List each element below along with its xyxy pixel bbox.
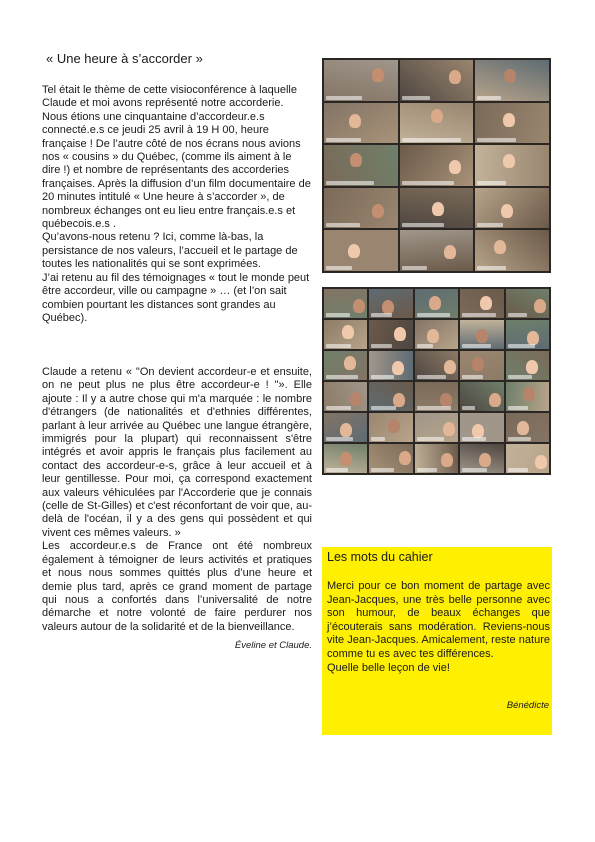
participant-name-label — [477, 266, 506, 270]
participant-face — [372, 68, 384, 82]
participant-name-label — [508, 375, 533, 379]
cahier-signature: Bénédicte — [506, 700, 549, 711]
participant-face — [501, 204, 513, 218]
participant-face — [429, 296, 441, 310]
participant-name-label — [417, 468, 438, 472]
participant-face — [444, 245, 456, 259]
intro-paragraph-1: Tel était le thème de cette visioconférence à laquelle Claude et moi avons représenté notre accorderie. Nous étions une cinquantaine d’accordeur.e.s connecté.e.s ce jeudi 25 avril à 19 H 00, heure française ! De l’autre côté de nos écrans nous avions nos « cousins » du Québec, (comme ils aiment à le dire !) et nombre de représentants des accorderies françaises. Après la diffusion d’un film documentaire de 20 minutes intitulé « Une heure à s’accorder », de nombreux échanges ont eu lieu entre français.e.s et québecois.e.s . — [42, 84, 311, 231]
participant-face — [527, 331, 539, 345]
video-grid-2 — [324, 289, 549, 473]
participant-face — [353, 299, 365, 313]
participant-tile — [415, 289, 458, 318]
participant-tile — [369, 444, 412, 473]
participant-name-label — [371, 406, 396, 410]
participant-tile — [506, 351, 549, 380]
participant-tile — [460, 444, 503, 473]
participant-name-label — [417, 406, 451, 410]
participant-face — [489, 393, 501, 407]
participant-tile — [324, 188, 398, 229]
participant-name-label — [402, 223, 444, 227]
participant-tile — [324, 103, 398, 144]
participant-name-label — [371, 468, 393, 472]
article-intro — [42, 84, 312, 325]
participant-tile — [324, 60, 398, 101]
participant-name-label — [326, 96, 362, 100]
participant-tile — [369, 289, 412, 318]
participant-tile — [369, 351, 412, 380]
participant-face — [372, 204, 384, 218]
participant-tile — [324, 230, 398, 271]
participant-tile — [400, 230, 474, 271]
participant-face — [517, 421, 529, 435]
participant-face — [340, 452, 352, 466]
participant-name-label — [477, 181, 505, 185]
participant-face — [427, 329, 439, 343]
participant-face — [479, 453, 491, 467]
participant-face — [348, 244, 360, 258]
article-title: « Une heure à s’accorder » — [46, 51, 203, 66]
participant-tile — [324, 289, 367, 318]
cahier-paragraph: Merci pour ce bon moment de partage avec Jean-Jacques, une très belle personne avec son humour, de beaux échanges que j’écouterais sans modération. Reviens-nous vite Jean-Jacques. Amicalement, reste nature comme tu es avec tes différences. — [327, 580, 550, 660]
participant-name-label — [326, 181, 374, 185]
participant-name-label — [462, 313, 496, 317]
participant-tile — [506, 289, 549, 318]
participant-face — [523, 387, 535, 401]
participant-name-label — [417, 344, 433, 348]
participant-face — [382, 300, 394, 314]
participant-tile — [475, 145, 549, 186]
participant-tile — [460, 320, 503, 349]
participant-tile — [460, 382, 503, 411]
participant-face — [535, 455, 547, 469]
participant-name-label — [326, 344, 351, 348]
participant-tile — [400, 103, 474, 144]
participant-name-label — [326, 313, 350, 317]
participant-name-label — [371, 344, 392, 348]
closing-paragraph: Les accordeur.e.s de France ont été nombreux également à témoigner de leurs activités et pratiques et nous nous sommes quittés plus d’une heure et demie plus tard, après ce grand moment de partage qui nous a confortés dans l’universalité de notre démarche et notre volonté de faire perdurer nos valeurs autour de la solidarité et de la bienveillance. — [42, 540, 312, 633]
participant-name-label — [508, 344, 535, 348]
participant-tile — [506, 382, 549, 411]
participant-name-label — [402, 266, 428, 270]
participant-tile — [506, 320, 549, 349]
cahier-text — [327, 580, 550, 675]
participant-face — [526, 360, 538, 374]
participant-tile — [415, 444, 458, 473]
participant-tile — [460, 413, 503, 442]
participant-face — [340, 423, 352, 437]
article-body — [42, 366, 312, 653]
participant-name-label — [326, 406, 351, 410]
participant-face — [503, 154, 515, 168]
participant-name-label — [462, 406, 475, 410]
participant-name-label — [402, 181, 454, 185]
participant-name-label — [508, 406, 528, 410]
participant-name-label — [508, 468, 528, 472]
participant-name-label — [326, 437, 353, 441]
participant-face — [503, 113, 515, 127]
visioconference-photo-1 — [322, 58, 551, 273]
participant-face — [392, 361, 404, 375]
participant-face — [494, 240, 506, 254]
participant-name-label — [417, 375, 446, 379]
participant-face — [399, 451, 411, 465]
participant-name-label — [371, 313, 392, 317]
cahier-last-line: Quelle belle leçon de vie! — [327, 661, 450, 674]
cahier-title: Les mots du cahier — [327, 550, 433, 564]
participant-tile — [460, 351, 503, 380]
participant-tile — [475, 230, 549, 271]
participant-tile — [369, 320, 412, 349]
participant-tile — [369, 413, 412, 442]
participant-tile — [415, 320, 458, 349]
participant-name-label — [402, 138, 461, 142]
visioconference-photo-2 — [322, 287, 551, 475]
participant-tile — [506, 413, 549, 442]
participant-name-label — [462, 468, 486, 472]
participant-face — [504, 69, 516, 83]
participant-face — [443, 422, 455, 436]
participant-face — [350, 392, 362, 406]
participant-face — [349, 114, 361, 128]
participant-name-label — [477, 223, 503, 227]
participant-name-label — [371, 375, 393, 379]
video-grid-1 — [324, 60, 549, 271]
participant-name-label — [326, 223, 360, 227]
participant-face — [350, 153, 362, 167]
participant-face — [449, 160, 461, 174]
participant-tile — [475, 60, 549, 101]
participant-name-label — [462, 437, 486, 441]
participant-face — [342, 325, 354, 339]
intro-paragraph-3: J’ai retenu au fil des témoignages « tout le monde peut être accordeur, ville ou campagne » … (et l’on sait combien pourtant les distances sont grandes au Québec). — [42, 271, 310, 324]
participant-tile — [324, 444, 367, 473]
participant-tile — [475, 103, 549, 144]
participant-face — [441, 453, 453, 467]
participant-face — [394, 327, 406, 341]
participant-face — [388, 419, 400, 433]
participant-name-label — [417, 437, 444, 441]
participant-tile — [415, 351, 458, 380]
participant-name-label — [326, 138, 361, 142]
participant-tile — [506, 444, 549, 473]
participant-name-label — [508, 437, 532, 441]
participant-tile — [324, 145, 398, 186]
participant-face — [431, 109, 443, 123]
participant-name-label — [462, 344, 491, 348]
claude-paragraph: Claude a retenu « "On devient accordeur-e et ensuite, on ne peut plus ne plus être accordeur-e ! "». Elle ajoute : Il y a autre chose qui m'a marquée : le nombre d'étrangers (de nationalités et d'ethnies différentes, parlant à leur arrivée au Québec une langue étrangère, immigrés pour la plupart) qui reconnaissent s'être intégrés et avoir appris le français plus facilement au contact des accordeur-e-s, grâce à leur accueil et à leur gentillesse. Pour moi, ça correspond exactement aux valeurs véhiculées par l'Accorderie que je connais (celle de St-Gilles) et c'est réconfortant de voir que, au-delà de l'océan, il y a des gens qui possèdent et qui vivent ces mêmes valeurs. » — [42, 366, 312, 539]
participant-face — [444, 360, 456, 374]
participant-face — [472, 357, 484, 371]
participant-name-label — [462, 375, 483, 379]
participant-name-label — [417, 313, 451, 317]
participant-name-label — [477, 96, 500, 100]
participant-tile — [475, 188, 549, 229]
participant-name-label — [371, 437, 384, 441]
article-signature: Éveline et Claude. — [234, 640, 312, 652]
participant-tile — [415, 382, 458, 411]
participant-tile — [415, 413, 458, 442]
participant-face — [480, 296, 492, 310]
participant-face — [344, 356, 356, 370]
participant-face — [476, 329, 488, 343]
participant-face — [534, 299, 546, 313]
participant-face — [472, 424, 484, 438]
participant-name-label — [326, 468, 348, 472]
participant-tile — [324, 320, 367, 349]
cahier-box — [322, 547, 552, 735]
participant-tile — [400, 145, 474, 186]
participant-name-label — [326, 266, 352, 270]
participant-name-label — [477, 138, 516, 142]
participant-tile — [369, 382, 412, 411]
participant-tile — [460, 289, 503, 318]
participant-tile — [400, 188, 474, 229]
participant-name-label — [402, 96, 431, 100]
participant-face — [449, 70, 461, 84]
participant-face — [432, 202, 444, 216]
participant-name-label — [508, 313, 527, 317]
participant-tile — [324, 351, 367, 380]
participant-tile — [400, 60, 474, 101]
intro-paragraph-2: Qu’avons-nous retenu ? Ici, comme là-bas, la persistance de nos valeurs, l’accueil et le partage de toutes les nationalités qui se sont exprimées. — [42, 231, 298, 271]
participant-tile — [324, 382, 367, 411]
participant-tile — [324, 413, 367, 442]
participant-name-label — [326, 375, 358, 379]
